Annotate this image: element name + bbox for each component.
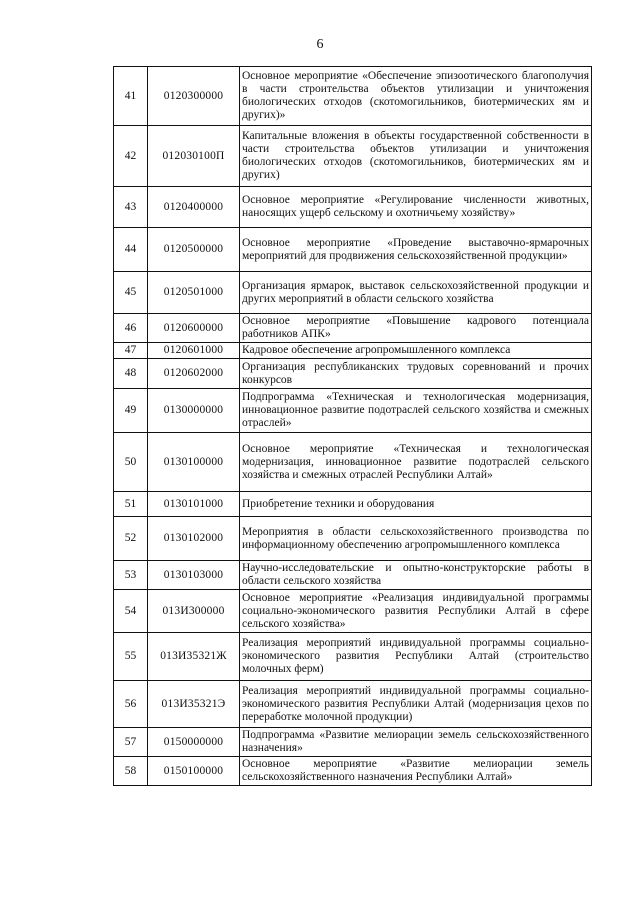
- table-row: [114, 590, 592, 633]
- row-code: 0130102000: [148, 517, 240, 561]
- row-number: 54: [114, 590, 148, 633]
- table-row: [114, 633, 592, 681]
- table-body: [114, 67, 592, 786]
- row-number: 41: [114, 67, 148, 126]
- row-number: 55: [114, 633, 148, 681]
- row-name: Основное мероприятие «Развитие мелиорации земель сельскохозяйственного назначения Республики Алтай»: [240, 757, 592, 786]
- row-code: 0120500000: [148, 228, 240, 272]
- page-number: 6: [316, 37, 324, 52]
- row-name: Организация республиканских трудовых соревнований и прочих конкурсов: [240, 359, 592, 389]
- row-name: Основное мероприятие «Проведение выставочно-ярмарочных мероприятий для продвижения сельскохозяйственной продукции»: [240, 228, 592, 272]
- row-code: 0130103000: [148, 561, 240, 590]
- table-row: [114, 561, 592, 590]
- row-name: Мероприятия в области сельскохозяйственного производства по информационному обеспечению агропромышленного комплекса: [240, 517, 592, 561]
- row-number: 45: [114, 272, 148, 314]
- row-code: 0130101000: [148, 492, 240, 517]
- table-row: [114, 681, 592, 728]
- table-row: [114, 314, 592, 343]
- row-name: Организация ярмарок, выставок сельскохозяйственной продукции и других мероприятий в области сельского хозяйства: [240, 272, 592, 314]
- row-name: Основное мероприятие «Повышение кадрового потенциала работников АПК»: [240, 314, 592, 343]
- table-row: [114, 492, 592, 517]
- row-code: 013И35321Э: [148, 681, 240, 728]
- row-number: 42: [114, 126, 148, 187]
- row-name: Научно-исследовательские и опытно-конструкторские работы в области сельского хозяйства: [240, 561, 592, 590]
- row-number: 52: [114, 517, 148, 561]
- row-code: 0120400000: [148, 187, 240, 228]
- table-row: [114, 228, 592, 272]
- row-code: 0120300000: [148, 67, 240, 126]
- row-number: 51: [114, 492, 148, 517]
- row-name: Кадровое обеспечение агропромышленного комплекса: [240, 343, 592, 359]
- row-code: 0130000000: [148, 389, 240, 433]
- row-code: 012030100П: [148, 126, 240, 187]
- row-number: 49: [114, 389, 148, 433]
- row-name: Основное мероприятие «Обеспечение эпизоотического благополучия в части строительства объектов утилизации и уничтожения биологических отходов (скотомогильников, биотермических ям и других)»: [240, 67, 592, 126]
- table-row: [114, 359, 592, 389]
- row-number: 50: [114, 433, 148, 492]
- row-code: 0120600000: [148, 314, 240, 343]
- row-name: Капитальные вложения в объекты государственной собственности в части строительства объектов утилизации и уничтожения биологических отходов (скотомогильников, биотермических ям и других): [240, 126, 592, 187]
- row-code: 0150000000: [148, 728, 240, 757]
- table-row: [114, 343, 592, 359]
- table-row: [114, 67, 592, 126]
- row-name: Подпрограмма «Развитие мелиорации земель сельскохозяйственного назначения»: [240, 728, 592, 757]
- row-number: 44: [114, 228, 148, 272]
- table-row: [114, 757, 592, 786]
- row-code: 013И35321Ж: [148, 633, 240, 681]
- table-row: [114, 728, 592, 757]
- table-row: [114, 187, 592, 228]
- row-number: 57: [114, 728, 148, 757]
- table-row: [114, 126, 592, 187]
- table-row: [114, 272, 592, 314]
- row-name: Основное мероприятие «Реализация индивидуальной программы социально-экономического развития Республики Алтай в сфере сельского хозяйства»: [240, 590, 592, 633]
- table-row: [114, 433, 592, 492]
- row-name: Основное мероприятие «Регулирование численности животных, наносящих ущерб сельскому и охотничьему хозяйству»: [240, 187, 592, 228]
- row-number: 43: [114, 187, 148, 228]
- row-name: Реализация мероприятий индивидуальной программы социально-экономического развития Республики Алтай (модернизация цехов по переработке молочной продукции): [240, 681, 592, 728]
- row-code: 0120602000: [148, 359, 240, 389]
- row-number: 48: [114, 359, 148, 389]
- row-name: Реализация мероприятий индивидуальной программы социально-экономического развития Республики Алтай (строительство молочных ферм): [240, 633, 592, 681]
- row-number: 46: [114, 314, 148, 343]
- table-row: [114, 517, 592, 561]
- row-number: 56: [114, 681, 148, 728]
- row-name: Приобретение техники и оборудования: [240, 492, 592, 517]
- row-code: 0130100000: [148, 433, 240, 492]
- row-code: 0120501000: [148, 272, 240, 314]
- row-number: 58: [114, 757, 148, 786]
- row-code: 0150100000: [148, 757, 240, 786]
- row-number: 47: [114, 343, 148, 359]
- budget-codes-table: [113, 66, 592, 786]
- row-code: 013И300000: [148, 590, 240, 633]
- row-name: Основное мероприятие «Техническая и технологическая модернизация, инновационное развитие подотраслей сельского хозяйства и смежных отраслей Республики Алтай»: [240, 433, 592, 492]
- table-row: [114, 389, 592, 433]
- row-code: 0120601000: [148, 343, 240, 359]
- row-name: Подпрограмма «Техническая и технологическая модернизация, инновационное развитие подотраслей сельского хозяйства и смежных отраслей»: [240, 389, 592, 433]
- row-number: 53: [114, 561, 148, 590]
